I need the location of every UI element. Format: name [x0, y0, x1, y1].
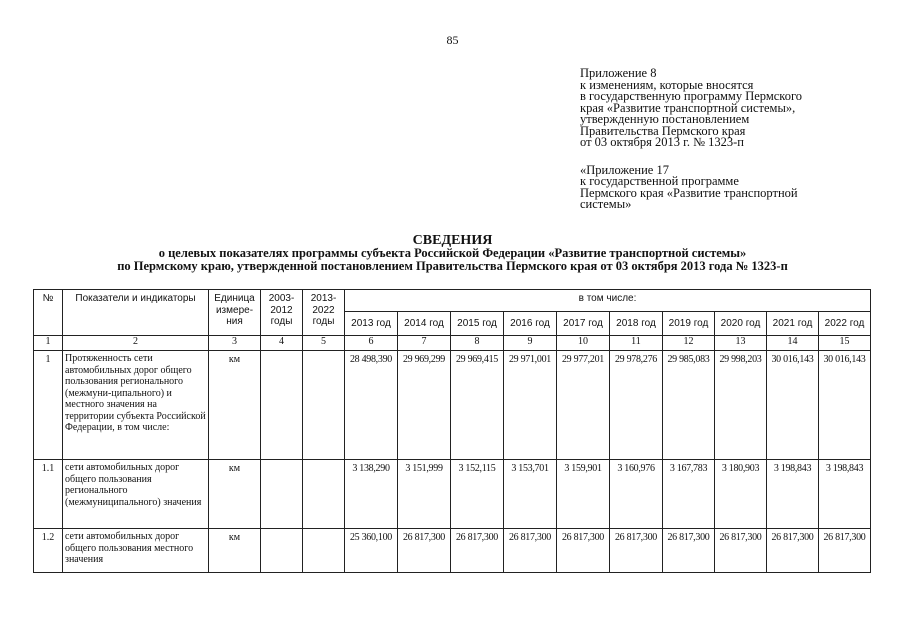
- page-number: 85: [446, 33, 459, 47]
- header-year: 2020 год: [715, 312, 767, 336]
- header-year: 2015 год: [451, 312, 504, 336]
- column-number: 10: [557, 336, 610, 351]
- column-number: 14: [767, 336, 819, 351]
- row-value: 29 998,203: [715, 351, 767, 460]
- row-value: 29 985,083: [663, 351, 715, 460]
- row-unit: км: [209, 460, 261, 529]
- row-name: сети автомобильных дорог общего пользования регионального (межмуниципального) значения: [63, 460, 209, 529]
- row-value: 26 817,300: [715, 529, 767, 573]
- table-row: [34, 351, 871, 460]
- row-value: 26 817,300: [398, 529, 451, 573]
- column-number: 15: [819, 336, 871, 351]
- row-value: 26 817,300: [610, 529, 663, 573]
- heading-title: СВЕДЕНИЯ: [412, 233, 493, 248]
- column-number: 3: [209, 336, 261, 351]
- appendix-line: от 03 октября 2013 г. № 1323-п: [580, 135, 744, 149]
- row-no: 1: [34, 351, 63, 460]
- heading-line-2: по Пермскому краю, утвержденной постановлением Правительства Пермского края от 03 октября 2013 года № 1323-п: [117, 258, 788, 273]
- appendix-line: «Приложение 17: [580, 162, 669, 177]
- row-value: 25 360,100: [345, 529, 398, 573]
- row-name: сети автомобильных дорог общего пользования местного значения: [63, 529, 209, 573]
- row-value: 26 817,300: [504, 529, 557, 573]
- row-value: 3 159,901: [557, 460, 610, 529]
- row-value: 3 160,976: [610, 460, 663, 529]
- table-row: [34, 460, 871, 529]
- row-value: 26 817,300: [767, 529, 819, 573]
- row-value: 3 167,783: [663, 460, 715, 529]
- appendix-line: утвержденную постановлением: [580, 112, 750, 126]
- header-including: в том числе:: [345, 290, 871, 312]
- appendix-line: края «Развитие транспортной системы»,: [580, 100, 796, 115]
- row-value: 3 138,290: [345, 460, 398, 529]
- appendix-line: к государственной программе: [580, 174, 739, 188]
- header-year: 2017 год: [557, 312, 610, 336]
- column-number: 9: [504, 336, 557, 351]
- column-number: 6: [345, 336, 398, 351]
- row-unit: км: [209, 351, 261, 460]
- header-year: 2018 год: [610, 312, 663, 336]
- appendix-line: Пермского края «Развитие транспортной: [580, 185, 798, 200]
- column-number: 1: [34, 336, 63, 351]
- header-year: 2019 год: [663, 312, 715, 336]
- column-number: 11: [610, 336, 663, 351]
- row-value: 30 016,143: [819, 351, 871, 460]
- header-indicator: Показатели и индикаторы: [63, 290, 209, 336]
- header-year: 2021 год: [767, 312, 819, 336]
- column-number: 4: [261, 336, 303, 351]
- row-value: 28 498,390: [345, 351, 398, 460]
- appendix-line: Правительства Пермского края: [580, 123, 746, 138]
- table-row: [34, 529, 871, 573]
- column-number: 5: [303, 336, 345, 351]
- row-period-2013-2022: [303, 460, 345, 529]
- header-year: 2022 год: [819, 312, 871, 336]
- header-year: 2013 год: [345, 312, 398, 336]
- appendix-line: в государственную программу Пермского: [580, 89, 803, 103]
- column-number: 2: [63, 336, 209, 351]
- header-year: 2014 год: [398, 312, 451, 336]
- column-number: 13: [715, 336, 767, 351]
- row-value: 26 817,300: [663, 529, 715, 573]
- row-period-2013-2022: [303, 351, 345, 460]
- row-name: Протяженность сети автомобильных дорог общего пользования регионального (межмуни-ципального) и местного значения на территории субъекта Российской Федерации, в том числе:: [63, 351, 209, 460]
- column-number-row: [34, 336, 871, 351]
- row-value: 29 978,276: [610, 351, 663, 460]
- row-period-2003-2012: [261, 460, 303, 529]
- row-value: 3 153,701: [504, 460, 557, 529]
- row-value: 29 969,415: [451, 351, 504, 460]
- row-no: 1.1: [34, 460, 63, 529]
- header-period-2013-2022: 2013-2022 годы: [303, 290, 345, 336]
- indicators-table: [33, 289, 871, 573]
- header-no: №: [34, 290, 63, 336]
- row-value: 26 817,300: [819, 529, 871, 573]
- header-period-2003-2012: 2003-2012 годы: [261, 290, 303, 336]
- row-value: 3 151,999: [398, 460, 451, 529]
- header-year: 2016 год: [504, 312, 557, 336]
- row-unit: км: [209, 529, 261, 573]
- row-value: 29 977,201: [557, 351, 610, 460]
- row-value: 29 971,001: [504, 351, 557, 460]
- row-period-2003-2012: [261, 529, 303, 573]
- header-unit: Единица измере-ния: [209, 290, 261, 336]
- row-value: 3 198,843: [819, 460, 871, 529]
- row-period-2013-2022: [303, 529, 345, 573]
- appendix-block: [580, 68, 880, 211]
- row-period-2003-2012: [261, 351, 303, 460]
- row-value: 29 969,299: [398, 351, 451, 460]
- row-value: 26 817,300: [557, 529, 610, 573]
- column-number: 12: [663, 336, 715, 351]
- row-value: 30 016,143: [767, 351, 819, 460]
- column-number: 8: [451, 336, 504, 351]
- row-value: 3 180,903: [715, 460, 767, 529]
- appendix-line: Приложение 8: [580, 66, 657, 80]
- heading-line-1: о целевых показателях программы субъекта Российской Федерации «Развитие транспортной системы»: [158, 246, 747, 260]
- document-heading: [0, 234, 905, 272]
- row-value: 26 817,300: [451, 529, 504, 573]
- appendix-line: к изменениям, которые вносятся: [580, 77, 754, 92]
- column-number: 7: [398, 336, 451, 351]
- row-value: 3 152,115: [451, 460, 504, 529]
- appendix-line: системы»: [580, 197, 632, 211]
- row-value: 3 198,843: [767, 460, 819, 529]
- row-no: 1.2: [34, 529, 63, 573]
